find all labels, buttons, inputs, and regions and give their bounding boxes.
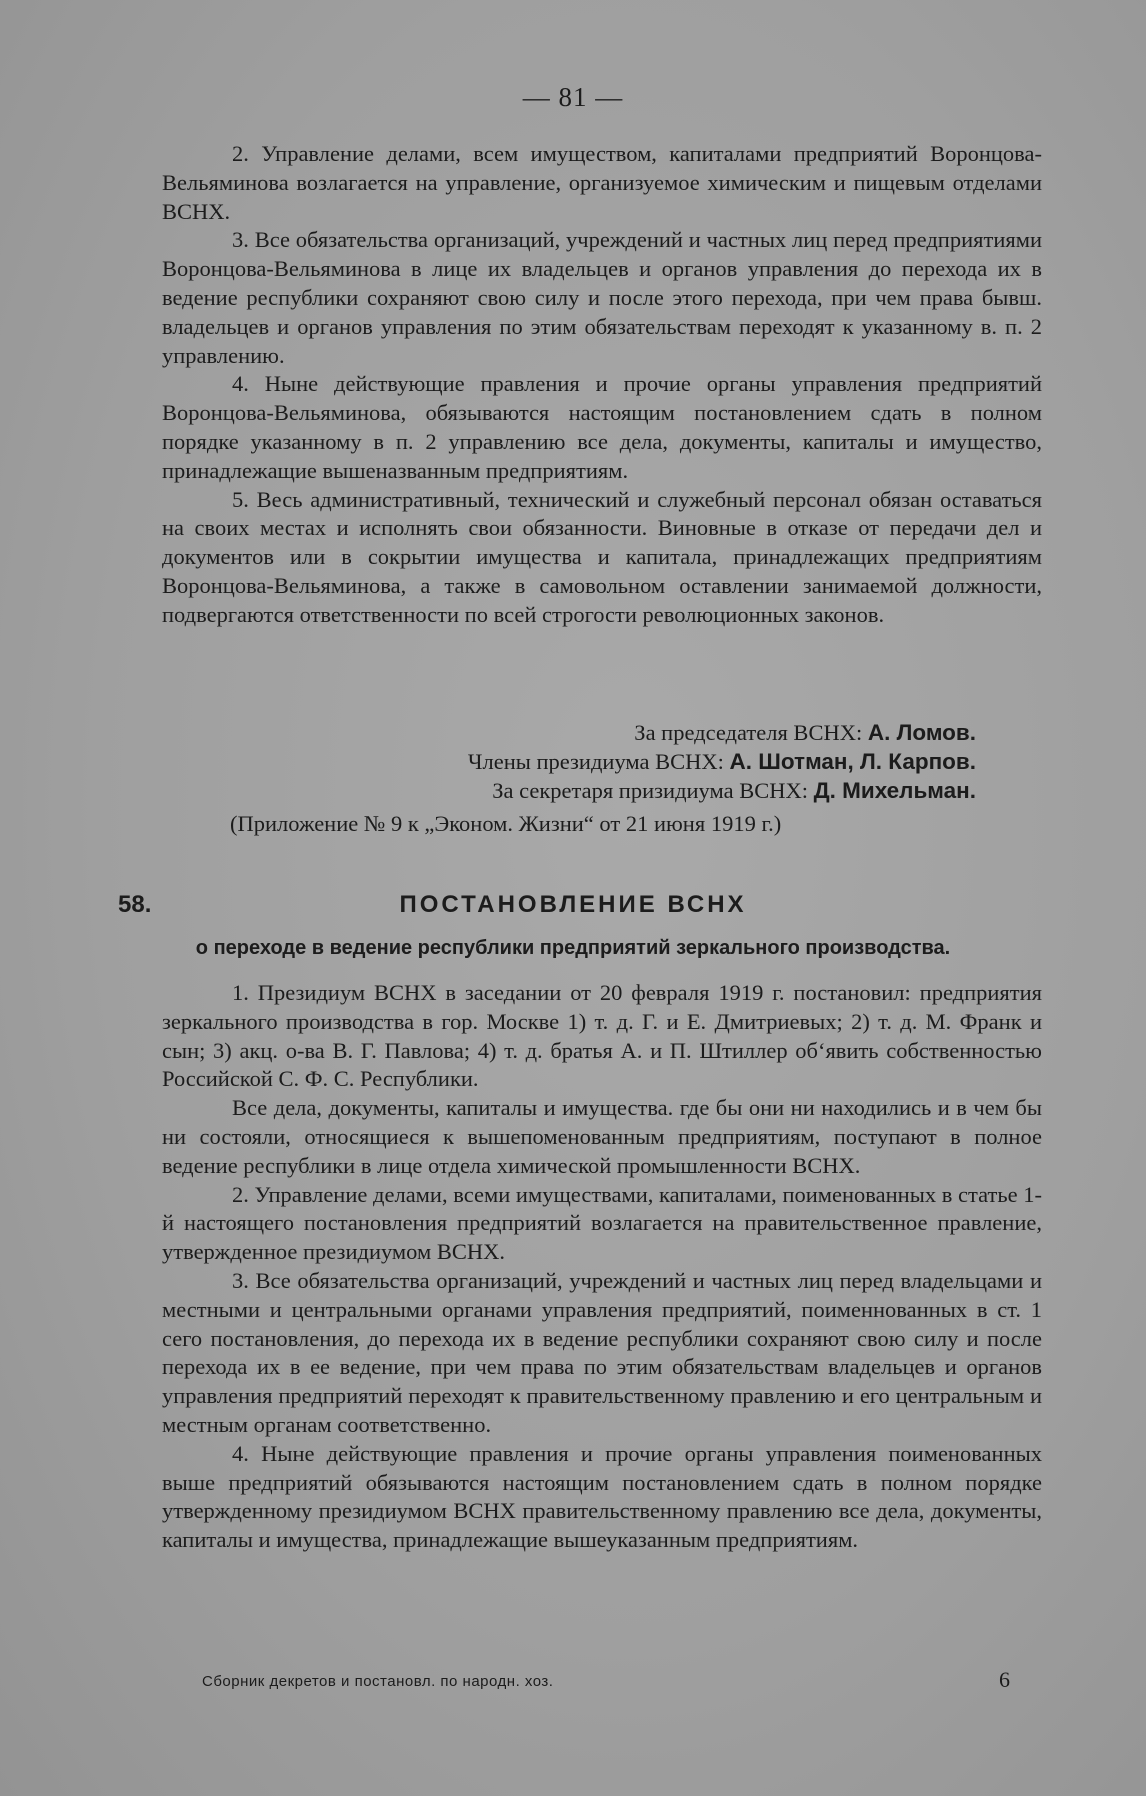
signature-line xyxy=(634,718,976,747)
signature-name: Д. Михельман. xyxy=(813,778,976,803)
paragraph: 2. Управление делами, всеми имуществами, капиталами, поименованных в статье 1-й настоящего постановления предприятий возлагается на правительственное правление, утвержденное президиумом ВСНХ. xyxy=(162,1181,1042,1265)
footer-signature-mark: 6 xyxy=(999,1667,1010,1692)
paragraph: 4. Ныне действующие правления и прочие органы управления поименованных выше предприятий обязываются настоящим постановлением сдать в полном порядке утвержденному президиумом ВСНХ правительственному правлению все дела, документы, капиталы и имущества, принадлежащие вышеуказанным предприятиям. xyxy=(162,1440,1042,1553)
signature-line xyxy=(492,776,976,805)
paragraph: 3. Все обязательства организаций, учреждений и частных лиц перед предприятиями Воронцова-Вельяминова в лице их владельцев и органов управления до перехода их в ведение республики сохраняют свою силу и после этого перехода, при чем права бывш. владельцев и органов управления по этим обязательствам переходят к указанному в. п. 2 управлению. xyxy=(162,227,1042,368)
signature-role: За секретаря призидиума ВСНХ: xyxy=(492,778,808,803)
section2-body xyxy=(162,979,1042,1555)
source-note: (Приложение № 9 к „Эконом. Жизни“ от 21 июня 1919 г.) xyxy=(230,811,782,836)
signature-role: За председателя ВСНХ: xyxy=(634,720,863,745)
footer-collection-title: Сборник декретов и постановл. по народн. хоз. xyxy=(202,1673,554,1690)
document-title: ПОСТАНОВЛЕНИЕ ВСНХ xyxy=(399,891,747,918)
page-number: — 81 — xyxy=(522,82,624,112)
signature-name: А. Ломов. xyxy=(867,720,976,745)
paragraph: 2. Управление делами, всем имуществом, капиталами предприятий Воронцова-Вельяминова возлагается на управление, организуемое химическим и пищевым отделами ВСНХ. xyxy=(162,141,1042,224)
paragraph: 5. Весь административный, технический и служебный персонал обязан оставаться на своих местах и исполнять свои обязанности. Виновные в отказе от передачи дел и документов или в сокрытии имущества и капитала, принадлежащих предприятиям Воронцова-Вельяминова, а также в самовольном оставлении занимаемой должности, подвергаются ответственности по всей строгости революционных законов. xyxy=(162,486,1042,627)
signature-role: Члены президиума ВСНХ: xyxy=(467,749,724,774)
signature-name: А. Шотман, Л. Карпов. xyxy=(729,749,976,774)
document-number: 58. xyxy=(118,891,152,918)
paragraph: 4. Ныне действующие правления и прочие органы управления предприятий Воронцова-Вельяминова, обязываются настоящим постановлением сдать в полном порядке указанному в п. 2 управлению все дела, документы, капиталы и имущество, принадлежащие вышеназванным предприятиям. xyxy=(162,371,1042,483)
paragraph: 3. Все обязательства организаций, учреждений и частных лиц перед владельцами и местными и центральными органами управления предприятий, поименнованных в ст. 1 сего постановления, до перехода их в ведение республики сохраняют свою силу и после перехода их в ее ведение, при чем права по этим обязательствам владельцев и органов управления предприятий переходят к правительственному правлению и его центральным и местным органам соответственно. xyxy=(162,1267,1042,1437)
section1-body xyxy=(162,140,1042,630)
paragraph: 1. Президиум ВСНХ в заседании от 20 февраля 1919 г. постановил: предприятия зеркального производства в гор. Москве 1) т. д. Г. и Е. Дмитриевых; 2) т. д. М. Франк и сын; 3) акц. о-ва В. Г. Павлова; 4) т. д. братья А. и П. Штиллер об‘явить собственностью Российской С. Ф. С. Республики. xyxy=(162,980,1042,1092)
signature-line xyxy=(468,747,976,776)
document-subtitle: о переходе в ведение республики предприятий зеркального производства. xyxy=(195,937,951,959)
paragraph: Все дела, документы, капиталы и имущества. где бы они ни находились и в чем бы ни состояли, относящиеся к вышепоменованным предприятиям, поступают в полное ведение республики в лице отдела химической промышленности ВСНХ. xyxy=(162,1095,1042,1178)
